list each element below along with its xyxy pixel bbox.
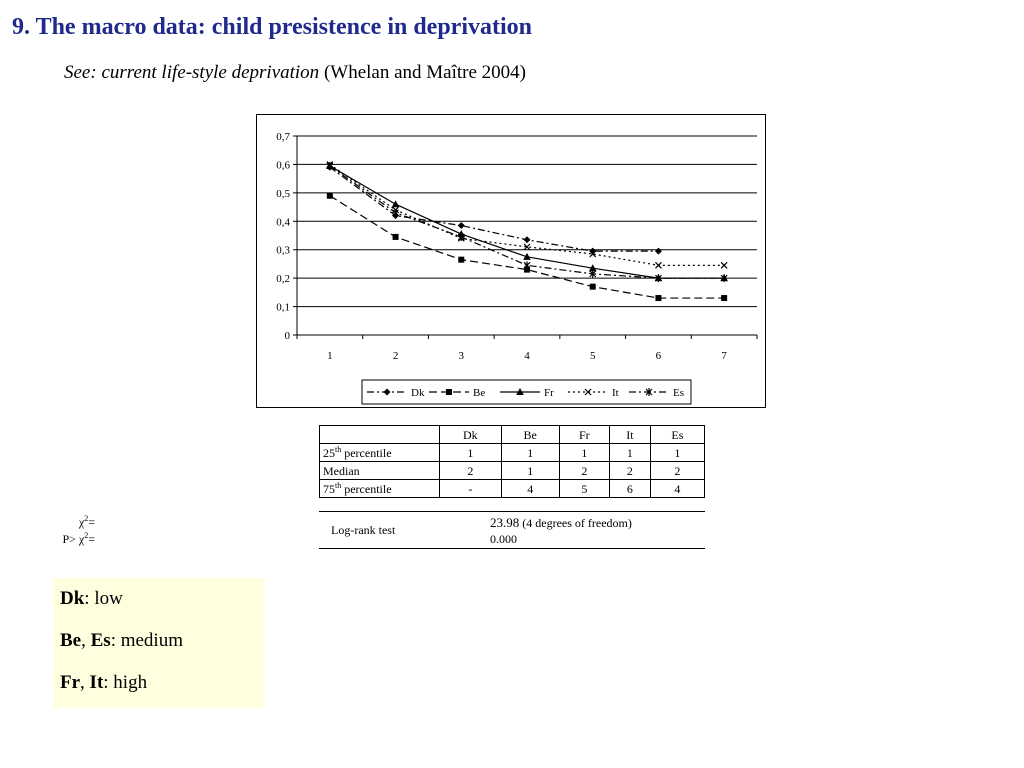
table-cell: 4 (650, 480, 704, 498)
table-header-cell: Be (501, 426, 559, 444)
p-value: 0.000 (490, 532, 517, 546)
p-chi-sup: 2 (84, 531, 89, 540)
table-cell: 5 (559, 480, 609, 498)
p-prefix: P> (62, 532, 79, 546)
x-tick-label: 2 (392, 350, 399, 362)
chi-value: 23.98 (490, 515, 520, 530)
table-cell: 1 (440, 444, 502, 462)
y-tick-label: 0,7 (276, 131, 290, 143)
table-cell: 1 (501, 444, 559, 462)
series-es-point (524, 261, 530, 269)
note-sep: , (80, 672, 90, 693)
note-line-high (60, 672, 147, 694)
series-be-point (327, 193, 333, 199)
chi-symbol: χ (78, 515, 85, 529)
note-line-low (60, 588, 123, 610)
y-tick-label: 0,1 (276, 301, 290, 314)
chi-sup: 2 (84, 514, 89, 523)
x-tick-label: 3 (458, 350, 465, 362)
p-eq: = (88, 532, 95, 546)
note-country: It (89, 672, 104, 693)
table-cell: 1 (501, 462, 559, 480)
note-level: : low (84, 588, 123, 609)
table-cell: 4 (501, 480, 559, 498)
chi-note: (4 degrees of freedom) (519, 516, 632, 530)
legend-label-it: It (612, 387, 619, 399)
legend-be-point (446, 389, 452, 395)
series-be-point (393, 234, 399, 240)
table-row (320, 462, 705, 480)
row-label-sup: th (335, 480, 342, 490)
y-tick-label: 0,4 (276, 216, 290, 229)
legend-label-es: Es (673, 387, 684, 399)
x-tick-label: 6 (655, 350, 662, 362)
subtitle-source-italic: See: current life-style deprivation (64, 62, 320, 83)
series-line-fr (330, 166, 724, 278)
row-label-prefix: 25 (323, 445, 335, 460)
series-be-point (655, 295, 661, 301)
table-cell: 6 (609, 480, 650, 498)
row-label-sup: th (335, 444, 342, 454)
y-tick-label: 0,6 (276, 159, 290, 172)
series-dk-point (524, 236, 531, 243)
series-dk-point (458, 222, 465, 229)
series-dk-point (655, 248, 662, 255)
table-row (320, 444, 705, 462)
y-tick-label: 0 (284, 330, 290, 342)
table-cell: 1 (559, 444, 609, 462)
p-value-symbol (62, 532, 95, 547)
log-rank-test (62, 511, 705, 549)
p-chi-symbol: χ (78, 532, 85, 546)
table-header-cell (320, 426, 440, 444)
legend-label-fr: Fr (544, 387, 554, 399)
note-sep: , (81, 630, 91, 651)
series-fr-point (392, 200, 400, 207)
chi-square-value (490, 515, 632, 531)
table-cell: 2 (609, 462, 650, 480)
legend-label-dk: Dk (411, 387, 425, 399)
x-tick-label: 7 (721, 350, 727, 362)
page-title: 9. The macro data: child presistence in deprivation (12, 14, 533, 40)
table-cell: - (440, 480, 502, 498)
page-subtitle (64, 62, 526, 84)
y-tick-label: 0,3 (276, 244, 290, 257)
note-country: Dk (60, 588, 85, 609)
note-country: Fr (60, 672, 81, 693)
note-level: : medium (110, 630, 183, 651)
legend-label-be: Be (473, 387, 486, 399)
row-label-prefix: Median (323, 463, 360, 478)
note-country: Es (90, 630, 111, 651)
table-row (320, 480, 705, 498)
note-country: Be (60, 630, 82, 651)
y-tick-label: 0,2 (276, 273, 290, 286)
subtitle-citation: (Whelan and Maître 2004) (319, 62, 526, 83)
x-tick-label: 1 (327, 350, 333, 362)
series-line-es (330, 166, 724, 278)
table-cell: 1 (609, 444, 650, 462)
log-rank-label: Log-rank test (331, 523, 396, 537)
row-label-suffix: percentile (341, 481, 392, 496)
table-row-label (320, 480, 440, 498)
table-cell: 2 (559, 462, 609, 480)
table-row-label (320, 444, 440, 462)
chi-square-symbol (79, 515, 95, 530)
country-grouping-note (53, 578, 264, 708)
table-cell: 2 (440, 462, 502, 480)
series-be-point (458, 257, 464, 263)
chi-eq: = (88, 515, 95, 529)
line-chart-svg (257, 115, 765, 407)
series-be-point (721, 295, 727, 301)
table-row-label (320, 462, 440, 480)
table-header-cell: Es (650, 426, 704, 444)
row-label-prefix: 75 (323, 481, 335, 496)
note-level: : high (103, 672, 148, 693)
percentile-table (319, 425, 705, 498)
series-line-dk (330, 167, 659, 251)
note-line-medium (60, 630, 183, 652)
table-header-cell: It (609, 426, 650, 444)
x-tick-label: 4 (524, 350, 530, 362)
table-header-cell: Fr (559, 426, 609, 444)
table-cell: 2 (650, 462, 704, 480)
series-it-point (721, 262, 727, 268)
table-header-row (320, 426, 705, 444)
series-be-point (590, 284, 596, 290)
series-it-point (655, 262, 661, 268)
row-label-suffix: percentile (341, 445, 392, 460)
line-chart (256, 114, 766, 408)
table-header-cell: Dk (440, 426, 502, 444)
x-tick-label: 5 (589, 350, 596, 362)
y-tick-label: 0,5 (276, 187, 290, 200)
table-cell: 1 (650, 444, 704, 462)
